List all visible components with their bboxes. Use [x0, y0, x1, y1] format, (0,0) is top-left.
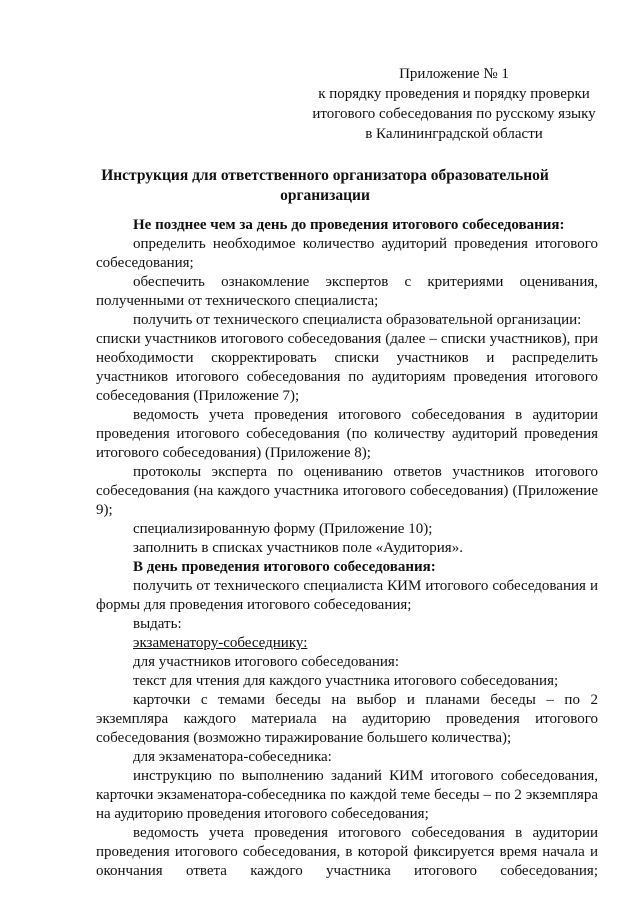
paragraph: выдать:: [133, 616, 182, 632]
paragraph: получить от технического специалиста КИМ итогового собеседования и формы для проведения итогового собеседования;: [96, 578, 598, 613]
paragraph: списки участников итогового собеседования (далее – списки участников), при необходимости скорректировать списки участников и распределить участников итогового собеседования по аудиториям проведения итогового собеседования (Приложение 7);: [96, 331, 598, 404]
paragraph: текст для чтения для каждого участника итогового собеседования;: [133, 673, 559, 689]
paragraph: обеспечить ознакомление экспертов с критериями оценивания, полученными от технического специалиста;: [96, 274, 598, 309]
appendix-line: к порядку проведения и порядку проверки: [318, 86, 590, 102]
paragraph: карточки с темами беседы на выбор и планами беседы – по 2 экземпляра каждого материала на аудиторию проведения итогового собеседования (возможно тиражирование большего количества);: [96, 692, 598, 746]
paragraph: специализированную форму (Приложение 10);: [133, 521, 433, 537]
paragraph: для участников итогового собеседования:: [133, 654, 399, 670]
paragraph: для экзаменатора-собеседника:: [133, 749, 332, 765]
title-line: организации: [280, 187, 370, 204]
appendix-line: в Калининградской области: [365, 126, 543, 142]
appendix-header: [300, 64, 608, 144]
paragraph: [96, 634, 598, 653]
underlined-label: экзаменатору-собеседнику:: [133, 635, 308, 651]
appendix-number: Приложение № 1: [399, 66, 509, 82]
section-heading: В день проведения итогового собеседования:: [133, 559, 436, 575]
paragraph: заполнить в списках участников поле «Аудитория».: [133, 540, 463, 556]
document-body: [96, 216, 598, 881]
paragraph: ведомость учета проведения итогового собеседования в аудитории проведения итогового собеседования, в которой фиксируется время начала и окончания ответа каждого участника итогового собеседования;: [96, 825, 598, 879]
appendix-line: итогового собеседования по русскому языку: [312, 106, 596, 122]
title-line: Инструкция для ответственного организатора образовательной: [101, 167, 549, 184]
paragraph: инструкцию по выполнению заданий КИМ итогового собеседования, карточки экзаменатора-собеседника по каждой теме беседы – по 2 экземпляра на аудиторию проведения итогового собеседования;: [96, 768, 598, 822]
paragraph: определить необходимое количество аудиторий проведения итогового собеседования;: [96, 236, 598, 271]
paragraph: ведомость учета проведения итогового собеседования в аудитории проведения итогового собеседования (по количеству аудиторий проведения итогового собеседования) (Приложение 8);: [96, 407, 598, 461]
section-heading: Не позднее чем за день до проведения итогового собеседования:: [133, 217, 565, 233]
paragraph: получить от технического специалиста образовательной организации:: [133, 312, 582, 328]
paragraph: протоколы эксперта по оцениванию ответов участников итогового собеседования (на каждого участника итогового собеседования) (Приложение 9);: [96, 464, 598, 518]
document-title: [90, 166, 560, 206]
